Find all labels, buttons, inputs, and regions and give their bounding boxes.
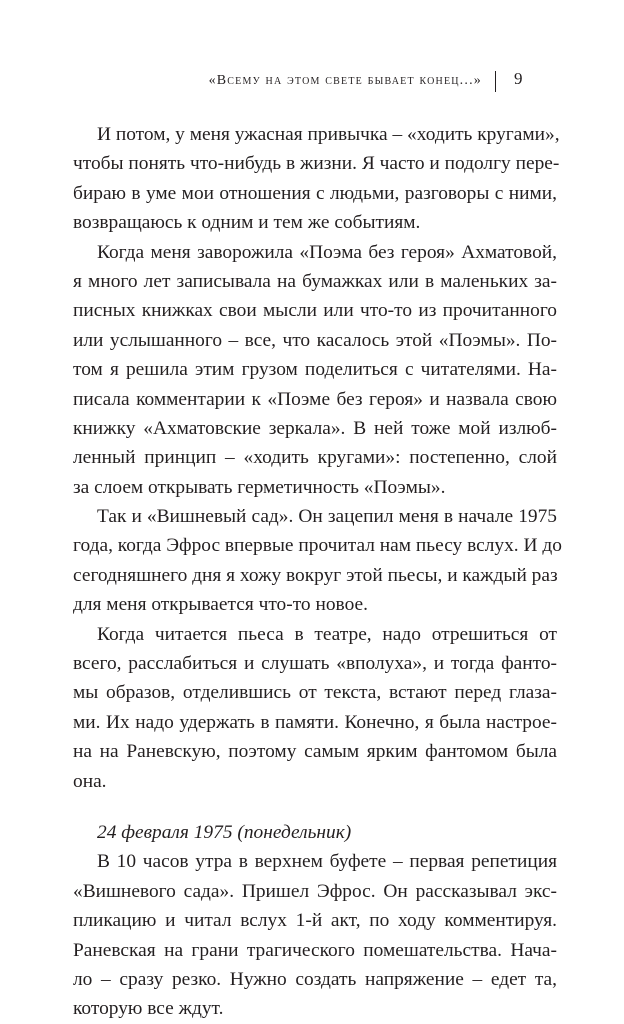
diary-entry bbox=[73, 818, 557, 1024]
text-line: чтобы понять что-нибудь в жизни. Я часто и подолгу пере- bbox=[73, 153, 560, 175]
text-line: И потом, у меня ужасная привычка – «ходить кругами», bbox=[97, 124, 560, 145]
paragraph bbox=[73, 238, 557, 503]
text-line: сегодняшнего дня я хожу вокруг этой пьесы, и каждый раз bbox=[73, 564, 558, 586]
text-line: ми. Их надо удержать в памяти. Конечно, я была настрое- bbox=[73, 711, 557, 733]
text-line: для меня открывается что-то новое. bbox=[73, 594, 368, 616]
text-line: писала комментарии к «Поэме без героя» и назвала свою bbox=[73, 388, 557, 410]
text-line: которую все ждут. bbox=[73, 998, 224, 1020]
text-line: возвращаюсь к одним и тем же событиям. bbox=[73, 212, 421, 234]
text-line: книжку «Ахматовские зеркала». В ней тоже мой излюб- bbox=[73, 417, 557, 439]
text-line: Когда меня заворожила «Поэма без героя» Ахматовой, bbox=[97, 241, 557, 263]
text-line: ло – сразу резко. Нужно создать напряжение – едет та, bbox=[73, 968, 557, 990]
running-title: «Всему на этом свете бывает конец...» bbox=[208, 73, 482, 88]
text-line: всего, расслабиться и слушать «вполуха», и тогда фанто- bbox=[73, 653, 557, 675]
entry-date: 24 февраля 1975 (понедельник) bbox=[97, 821, 352, 843]
text-line: года, когда Эфрос впервые прочитал нам пьесу вслух. И до bbox=[73, 535, 562, 557]
text-line: В 10 часов утра в верхнем буфете – первая репетиция bbox=[97, 851, 557, 873]
text-line: или услышанного – все, что касалось этой «Поэмы». По- bbox=[73, 329, 557, 351]
text-line: том я решила этим грузом поделиться с читателями. На- bbox=[73, 359, 557, 381]
paragraph bbox=[73, 120, 560, 238]
section-gap bbox=[73, 796, 557, 818]
page-number: 9 bbox=[514, 69, 523, 88]
text-line: она. bbox=[73, 770, 107, 792]
text-line: на на Раневскую, поэтому самым ярким фантомом была bbox=[73, 741, 557, 763]
paragraph bbox=[73, 620, 557, 796]
text-line: Раневская на грани трагического помешательства. Нача- bbox=[73, 939, 557, 961]
page-header bbox=[0, 70, 624, 94]
text-line: ленный принцип – «ходить кругами»: постепенно, слой bbox=[73, 447, 557, 469]
text-line: за слоем открывать герметичность «Поэмы». bbox=[73, 476, 446, 498]
text-line: писных книжках свои мысли или что-то из прочитанного bbox=[73, 300, 557, 322]
text-line: бираю в уме мои отношения с людьми, разговоры с ними, bbox=[73, 182, 557, 204]
text-line: я много лет записывала на бумажках или в маленьких за- bbox=[73, 270, 557, 292]
body-text bbox=[73, 120, 562, 1024]
header-divider bbox=[495, 71, 496, 92]
text-line: мы образов, отделившись от текста, встают перед глаза- bbox=[73, 682, 557, 704]
text-line: Когда читается пьеса в театре, надо отрешиться от bbox=[97, 623, 557, 645]
text-line: Так и «Вишневый сад». Он зацепил меня в начале 1975 bbox=[97, 506, 557, 528]
text-line: пликацию и читал вслух 1-й акт, по ходу комментируя. bbox=[73, 910, 557, 932]
paragraph bbox=[73, 502, 562, 620]
text-line: «Вишневого сада». Пришел Эфрос. Он рассказывал экс- bbox=[73, 880, 557, 902]
